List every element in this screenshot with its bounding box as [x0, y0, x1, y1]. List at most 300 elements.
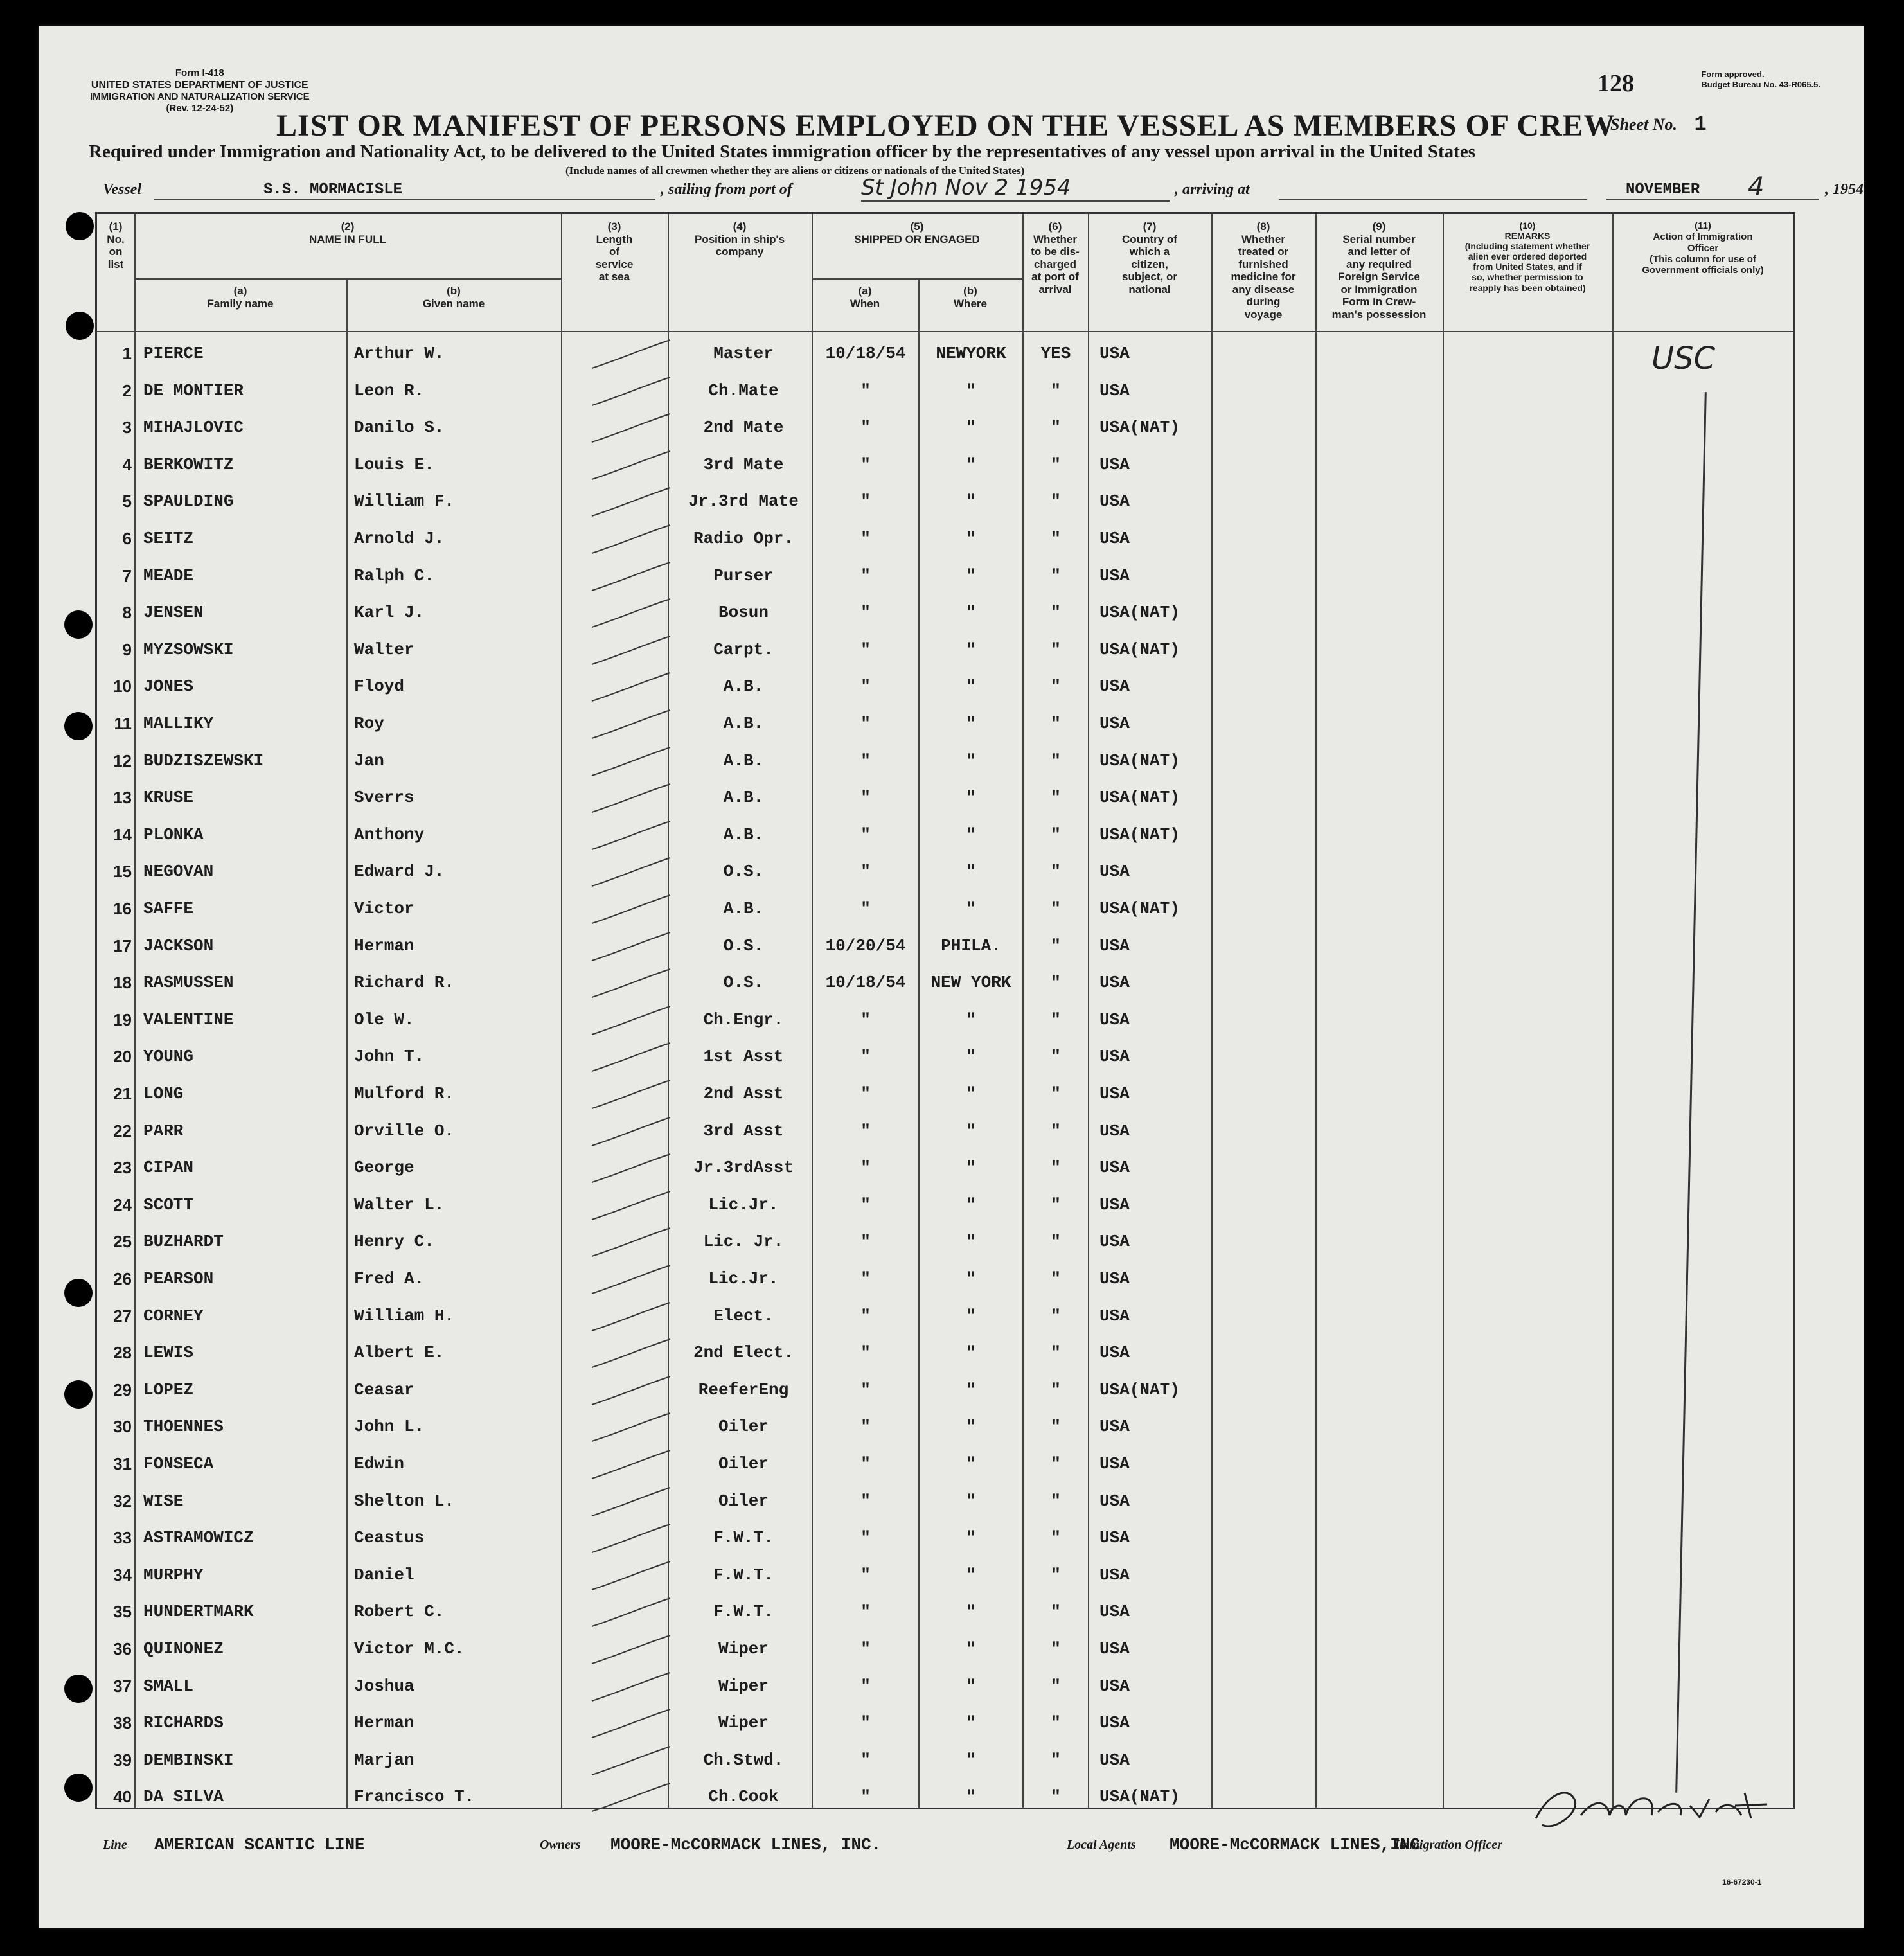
cell-country: USA: [1099, 380, 1130, 400]
cell-where: ": [966, 1639, 976, 1658]
cell-no: 2: [122, 380, 132, 400]
cell-where: ": [966, 1676, 976, 1696]
cell-country: USA: [1099, 677, 1130, 697]
cell-where: ": [966, 1417, 976, 1437]
cell-when: ": [860, 1417, 871, 1437]
check-slash: [585, 1522, 675, 1555]
cell-position: Elect.: [713, 1306, 774, 1326]
form-approved-text: Form approved.: [1701, 69, 1765, 79]
cell-no: 13: [113, 788, 132, 808]
cell-position: A.B.: [723, 824, 764, 844]
cell-country: USA(NAT): [1099, 824, 1180, 844]
header-line: charged: [1033, 258, 1077, 271]
table-row: [97, 1594, 1793, 1631]
cell-when: ": [860, 1750, 871, 1770]
cell-when: ": [860, 565, 871, 585]
cell-family: MIHAJLOVIC: [143, 418, 244, 438]
cell-country: USA: [1099, 1343, 1130, 1363]
cell-no: 34: [113, 1565, 132, 1585]
cell-country: USA: [1099, 862, 1130, 882]
cell-where: ": [966, 1380, 976, 1400]
check-slash: [585, 596, 675, 630]
cell-discharged: ": [1051, 1343, 1061, 1363]
cell-country: USA: [1099, 1047, 1130, 1067]
cell-discharged: ": [1051, 454, 1061, 474]
cell-country: USA(NAT): [1099, 1380, 1180, 1400]
cell-country: USA: [1099, 529, 1130, 548]
vessel-row: [103, 172, 1864, 204]
cell-position: O.S.: [723, 936, 764, 956]
cell-no: 26: [113, 1269, 132, 1288]
cell-discharged: ": [1051, 1047, 1061, 1067]
cell-when: ": [860, 899, 871, 918]
cell-no: 37: [113, 1676, 132, 1696]
cell-when: ": [860, 1269, 871, 1288]
table-row: [97, 817, 1793, 855]
cell-no: 32: [113, 1491, 132, 1511]
cell-no: 4: [122, 454, 132, 474]
cell-when: 10/20/54: [825, 936, 906, 956]
cell-country: USA: [1099, 1454, 1130, 1473]
table-row: [97, 1261, 1793, 1299]
header-line: treated or: [1238, 245, 1289, 258]
cell-no: 15: [113, 862, 132, 882]
cell-when: ": [860, 1639, 871, 1658]
cell-position: Carpt.: [713, 639, 774, 659]
cell-when: ": [860, 1084, 871, 1103]
col-country-header: [1088, 220, 1211, 296]
cell-where: ": [966, 1528, 976, 1548]
cell-given: Fred A.: [354, 1269, 425, 1288]
header-line: Given name: [422, 297, 485, 310]
cell-where: ": [966, 565, 976, 585]
cell-given: Richard R.: [354, 973, 455, 993]
page-number-stamp: 128: [1597, 70, 1634, 97]
cell-family: RASMUSSEN: [143, 973, 234, 993]
cell-when: ": [860, 862, 871, 882]
cell-where: ": [966, 1084, 976, 1103]
check-slash: [585, 1374, 675, 1407]
cell-no: 30: [113, 1417, 132, 1437]
cell-no: 11: [114, 714, 132, 733]
department-name: UNITED STATES DEPARTMENT OF JUSTICE: [91, 80, 308, 91]
check-slash: [585, 485, 675, 519]
header-line: (b): [963, 285, 977, 297]
col-where-header: [918, 285, 1022, 310]
cell-position: F.W.T.: [713, 1602, 774, 1622]
check-slash: [585, 1559, 675, 1592]
cell-given: Victor: [354, 899, 414, 918]
cell-when: ": [860, 1009, 871, 1029]
cell-discharged: ": [1051, 751, 1061, 770]
cell-when: ": [860, 418, 871, 438]
table-row: [97, 929, 1793, 966]
cell-where: ": [966, 1047, 976, 1067]
cell-given: Walter L.: [354, 1195, 445, 1214]
cell-discharged: ": [1051, 639, 1061, 659]
header-line: (a): [858, 285, 872, 297]
cell-when: ": [860, 1232, 871, 1252]
cell-given: Danilo S.: [354, 418, 445, 438]
cell-no: 40: [113, 1787, 132, 1807]
arrival-year: , 1954: [1825, 181, 1864, 198]
table-row: [97, 1039, 1793, 1076]
budget-bureau-text: Budget Bureau No. 43-R065.5.: [1701, 79, 1820, 89]
header-line: (6): [1048, 220, 1062, 233]
table-row: [97, 1484, 1793, 1521]
binder-hole: [66, 312, 94, 340]
cell-discharged: ": [1051, 936, 1061, 956]
name-subheader-divider: [134, 278, 561, 280]
cell-country: USA: [1099, 1713, 1130, 1733]
col-medicine-header: [1211, 220, 1315, 321]
cell-position: Ch.Cook: [708, 1787, 779, 1807]
cell-family: DE MONTIER: [143, 380, 244, 400]
cell-given: Francisco T.: [354, 1787, 475, 1807]
binder-hole: [64, 1279, 93, 1307]
table-row: [97, 1409, 1793, 1446]
cell-position: Wiper: [718, 1713, 769, 1733]
cell-when: ": [860, 1195, 871, 1214]
cell-position: Wiper: [718, 1676, 769, 1696]
cell-no: 29: [113, 1380, 132, 1400]
cell-position: ReeferEng: [698, 1380, 789, 1400]
cell-position: Bosun: [718, 603, 769, 623]
cell-position: A.B.: [723, 714, 764, 733]
cell-family: PARR: [143, 1121, 184, 1141]
cell-when: ": [860, 1306, 871, 1326]
cell-country: USA: [1099, 565, 1130, 585]
cell-country: USA: [1099, 1232, 1130, 1252]
cell-given: Joshua: [354, 1676, 414, 1696]
vessel-label: Vessel: [103, 181, 141, 198]
check-slash: [585, 1151, 675, 1185]
table-row: [97, 1299, 1793, 1336]
cell-country: USA: [1099, 454, 1130, 474]
cell-given: Leon R.: [354, 380, 425, 400]
cell-discharged: ": [1051, 1306, 1061, 1326]
cell-no: 38: [113, 1713, 132, 1733]
cell-family: BUDZISZEWSKI: [143, 751, 264, 770]
cell-family: LOPEZ: [143, 1380, 194, 1400]
cell-given: George: [354, 1158, 414, 1178]
cell-country: USA(NAT): [1099, 639, 1180, 659]
cell-family: LEWIS: [143, 1343, 194, 1363]
check-slash: [585, 1707, 675, 1740]
check-slash: [585, 855, 675, 889]
cell-where: ": [966, 1158, 976, 1178]
header-line: (7): [1143, 220, 1157, 233]
cell-given: Daniel: [354, 1565, 414, 1585]
cell-when: ": [860, 529, 871, 548]
cell-discharged: ": [1051, 1491, 1061, 1511]
agents-value: MOORE-McCORMACK LINES,INC: [1170, 1835, 1421, 1854]
cell-given: Herman: [354, 1713, 414, 1733]
cell-no: 21: [113, 1084, 132, 1103]
cell-when: ": [860, 824, 871, 844]
cell-no: 18: [113, 973, 132, 993]
cell-family: VALENTINE: [143, 1009, 234, 1029]
cell-no: 10: [113, 677, 132, 697]
cell-discharged: ": [1051, 1121, 1061, 1141]
col-position-header: [668, 220, 812, 258]
cell-country: USA(NAT): [1099, 418, 1180, 438]
cell-discharged: ": [1051, 380, 1061, 400]
col-name-title: NAME IN FULL: [309, 233, 386, 245]
col-shipped-number: (5): [910, 220, 924, 233]
header-line: REMARKS: [1504, 231, 1551, 242]
check-slash: [585, 337, 675, 371]
cell-discharged: YES: [1040, 344, 1071, 363]
header-divider: [97, 331, 1793, 332]
check-slash: [585, 411, 675, 445]
cell-where: ": [966, 529, 976, 548]
cell-where: ": [966, 639, 976, 659]
check-slash: [585, 375, 675, 408]
check-slash: [585, 1115, 675, 1148]
header-line: No.: [107, 233, 125, 245]
cell-discharged: ": [1051, 1084, 1061, 1103]
cell-given: Mulford R.: [354, 1084, 455, 1103]
cell-no: 16: [113, 899, 132, 918]
sheet-label: Sheet No.: [1610, 115, 1677, 134]
cell-discharged: ": [1051, 1232, 1061, 1252]
arriving-label: , arriving at: [1175, 181, 1250, 198]
cell-no: 36: [113, 1639, 132, 1658]
cell-country: USA: [1099, 1676, 1130, 1696]
check-slash: [585, 819, 675, 852]
cell-given: Shelton L.: [354, 1491, 455, 1511]
check-slash: [585, 1596, 675, 1629]
cell-position: 2nd Elect.: [693, 1343, 794, 1363]
check-slash: [585, 1485, 675, 1518]
cell-family: MURPHY: [143, 1565, 204, 1585]
cell-family: JENSEN: [143, 603, 204, 623]
agents-label: Local Agents: [1067, 1838, 1136, 1852]
cell-family: MALLIKY: [143, 714, 214, 733]
cell-where: ": [966, 1454, 976, 1473]
cell-country: USA: [1099, 936, 1130, 956]
cell-when: 10/18/54: [825, 344, 906, 363]
cell-given: Anthony: [354, 824, 425, 844]
cell-family: BUZHARDT: [143, 1232, 224, 1252]
header-line: on: [109, 245, 123, 258]
cell-family: BERKOWITZ: [143, 454, 234, 474]
header-line: Country of: [1122, 233, 1177, 245]
cell-no: 1: [122, 344, 132, 363]
table-row: [97, 1520, 1793, 1558]
shipped-subheader-divider: [812, 278, 1022, 280]
cell-no: 3: [122, 418, 132, 438]
table-row: [97, 780, 1793, 817]
table-row: [97, 336, 1793, 373]
check-slash: [585, 1300, 675, 1333]
col-discharged-header: [1022, 220, 1088, 296]
header-line: reapply has been obtained): [1469, 282, 1586, 293]
cell-discharged: ": [1051, 1454, 1061, 1473]
cell-family: SEITZ: [143, 529, 194, 548]
binder-hole: [66, 212, 94, 240]
cell-where: ": [966, 1232, 976, 1252]
cell-given: Arnold J.: [354, 529, 445, 548]
cell-discharged: ": [1051, 1380, 1061, 1400]
check-slash: [585, 1448, 675, 1481]
check-slash: [585, 707, 675, 741]
header-line: (8): [1256, 220, 1270, 233]
cell-position: Jr.3rdAsst: [693, 1158, 794, 1178]
cell-no: 17: [113, 936, 132, 956]
cell-family: MEADE: [143, 565, 194, 585]
cell-where: ": [966, 1269, 976, 1288]
cell-country: USA: [1099, 1639, 1130, 1658]
document-note: (Include names of all crewmen whether they are aliens or citizens or nationals of the United States): [565, 164, 1025, 177]
cell-family: DA SILVA: [143, 1787, 224, 1807]
table-row: [97, 854, 1793, 891]
cell-discharged: ": [1051, 1602, 1061, 1622]
cell-given: William F.: [354, 492, 455, 511]
cell-given: Marjan: [354, 1750, 414, 1770]
cell-given: Ceasar: [354, 1380, 414, 1400]
form-approval: [1701, 69, 1820, 89]
header-line: Serial number: [1342, 233, 1416, 245]
header-line: Length: [596, 233, 633, 245]
cell-country: USA: [1099, 344, 1130, 363]
cell-country: USA: [1099, 1195, 1130, 1214]
form-code: 16-67230-1: [1722, 1878, 1762, 1887]
officer-signature: [1529, 1780, 1774, 1838]
header-line: (a): [233, 285, 247, 297]
cell-no: 23: [113, 1158, 132, 1178]
cell-family: MYZSOWSKI: [143, 639, 234, 659]
cell-family: PLONKA: [143, 824, 204, 844]
cell-discharged: ": [1051, 565, 1061, 585]
cell-when: ": [860, 1565, 871, 1585]
cell-where: ": [966, 714, 976, 733]
cell-where: ": [966, 751, 976, 770]
cell-country: USA: [1099, 1602, 1130, 1622]
header-line: Form in Crew-: [1342, 296, 1416, 308]
table-row: [97, 743, 1793, 781]
document-title: LIST OR MANIFEST OF PERSONS EMPLOYED ON THE VESSEL AS MEMBERS OF CREW: [276, 109, 1615, 143]
cell-discharged: ": [1051, 1676, 1061, 1696]
cell-country: USA: [1099, 1269, 1130, 1288]
cell-discharged: ": [1051, 1565, 1061, 1585]
header-line: Officer: [1687, 242, 1719, 254]
cell-country: USA(NAT): [1099, 1787, 1180, 1807]
header-line: Whether: [1241, 233, 1285, 245]
header-line: and letter of: [1348, 245, 1410, 258]
cell-when: ": [860, 1528, 871, 1548]
cell-position: Ch.Stwd.: [703, 1750, 784, 1770]
table-row: [97, 1114, 1793, 1151]
header-line: voyage: [1244, 308, 1283, 321]
cell-country: USA: [1099, 1528, 1130, 1548]
header-line: which a: [1129, 245, 1170, 258]
line-label: Line: [103, 1838, 127, 1852]
cell-country: USA: [1099, 1084, 1130, 1103]
cell-family: SPAULDING: [143, 492, 234, 511]
cell-where: ": [966, 788, 976, 808]
col-given-header: [346, 285, 561, 310]
check-slash: [585, 1410, 675, 1444]
cell-position: Master: [713, 344, 774, 363]
cell-given: Robert C.: [354, 1602, 445, 1622]
cell-no: 22: [113, 1121, 132, 1141]
cell-where: ": [966, 1491, 976, 1511]
cell-no: 7: [122, 565, 132, 585]
cell-family: THOENNES: [143, 1417, 224, 1437]
cell-discharged: ": [1051, 529, 1061, 548]
table-row: [97, 1705, 1793, 1743]
col-no-header: [97, 220, 134, 271]
table-row: [97, 1187, 1793, 1225]
cell-when: ": [860, 380, 871, 400]
cell-where: ": [966, 1195, 976, 1214]
cell-where: ": [966, 492, 976, 511]
header-line: from United States, and if: [1473, 262, 1582, 272]
cell-when: ": [860, 751, 871, 770]
check-slash: [585, 1078, 675, 1111]
owners-value: MOORE-McCORMACK LINES, INC.: [610, 1835, 882, 1854]
table-row: [97, 484, 1793, 521]
cell-given: Edward J.: [354, 862, 445, 882]
header-line: national: [1128, 283, 1171, 296]
cell-no: 31: [113, 1454, 132, 1473]
cell-family: JACKSON: [143, 936, 214, 956]
header-line: Whether: [1033, 233, 1077, 245]
check-slash: [585, 930, 675, 963]
check-slash: [585, 1744, 675, 1777]
col-shipped-header: [812, 220, 1022, 245]
header-line: (b): [447, 285, 461, 297]
header-line: of: [609, 245, 620, 258]
cell-where: ": [966, 1787, 976, 1807]
cell-position: 2nd Mate: [703, 418, 784, 438]
cell-when: ": [860, 492, 871, 511]
cell-when: ": [860, 1491, 871, 1511]
table-row: [97, 1335, 1793, 1373]
cell-no: 5: [122, 492, 132, 511]
cell-where: ": [966, 1343, 976, 1363]
cell-no: 39: [113, 1750, 132, 1770]
cell-discharged: ": [1051, 973, 1061, 993]
col-when-header: [812, 285, 918, 310]
cell-country: USA: [1099, 1750, 1130, 1770]
header-line: Action of Immigration: [1653, 231, 1753, 243]
header-line: arrival: [1038, 283, 1072, 296]
cell-given: Walter: [354, 639, 414, 659]
table-row: [97, 891, 1793, 929]
cell-given: William H.: [354, 1306, 455, 1326]
crew-table: [95, 212, 1795, 1809]
cell-where: ": [966, 1713, 976, 1733]
cell-given: Arthur W.: [354, 344, 445, 363]
cell-where: NEWYORK: [936, 344, 1006, 363]
sheet-value: 1: [1694, 112, 1707, 136]
binder-hole: [64, 1675, 93, 1703]
cell-position: Purser: [713, 565, 774, 585]
cell-where: ": [966, 1565, 976, 1585]
cell-discharged: ": [1051, 899, 1061, 918]
cell-given: Ceastus: [354, 1528, 425, 1548]
header-line: at sea: [598, 271, 630, 283]
table-row: [97, 706, 1793, 743]
table-row: [97, 447, 1793, 485]
cell-discharged: ": [1051, 603, 1061, 623]
cell-no: 33: [113, 1528, 132, 1548]
form-number: Form I-418: [175, 67, 224, 78]
cell-position: Oiler: [718, 1417, 769, 1437]
